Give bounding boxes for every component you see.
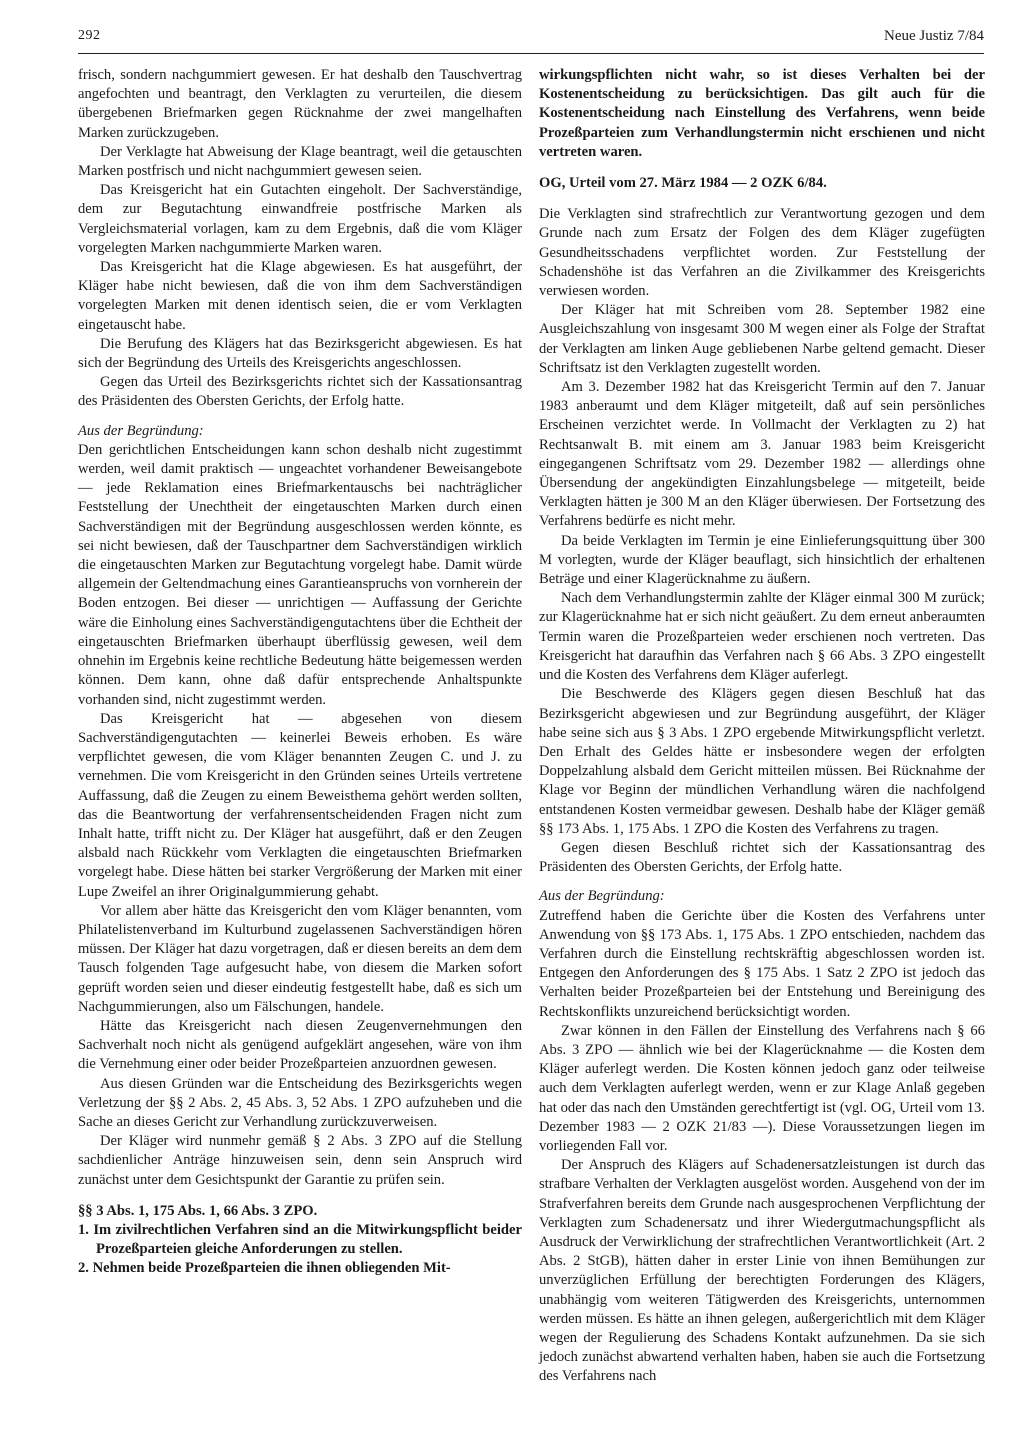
paragraph: Vor allem aber hätte das Kreisgericht den vom Kläger benannten, vom Philatelistenverband im Kulturbund zugelassenen Sachverständigen hören müssen. Der Kläger hat dazu vorgetragen, daß er diesen bereits an dem dem Tausch folgenden Tage aufgesucht habe, von diesem die Marken sofort geprüft worden seien und dieser eindeutig festgestellt habe, daß es sich um Nachgummierungen, also um Fälschungen, handele. [78,902,522,1015]
paragraph: Am 3. Dezember 1982 hat das Kreisgericht Termin auf den 7. Januar 1983 anberaumt und dem Kläger mitgeteilt, daß auf sein persönliches Erscheinen verzichtet werde. In Vollmacht der Verklagten zu 2) hat Rechtsanwalt B. mit einem am 3. Januar 1983 beim Kreisgericht eingegangenen Schriftsatz vom 29. Dezember 1982 — allerdings ohne Übersendung der angekündigten Einzahlungsbelege — mitgeteilt, beide Verklagten hätten je 300 M an den Kläger überwiesen. Der Fortsetzung des Verfahrens bedürfe es nicht mehr. [539,379,985,530]
court-citation: OG, Urteil vom 27. März 1984 — 2 OZK 6/84. [539,175,827,192]
paragraph: Hätte das Kreisgericht nach diesen Zeugenvernehmungen den Sachverhalt noch nicht als genügend aufgeklärt angesehen, wäre von ihm die Vernehmung einer oder beider Prozeßparteien anzuordnen gewesen. [78,1017,522,1073]
headnote-2-continued: wirkungspflichten nicht wahr, so ist dieses Verhalten bei der Kostenentscheidung zu berücksichtigen. Das gilt auch für die Kostenentscheidung nach Einstellung des Verfahrens, wenn beide Prozeßparteien zum Verhandlungstermin nicht erschienen und nicht vertreten waren. [539,67,985,160]
right-column [539,66,985,1387]
paragraph: Die Verklagten sind strafrechtlich zur Verantwortung gezogen und dem Grunde nach zum Ersatz der Folgen des dem Kläger zugefügten Gesundheitsschadens verpflichtet worden. Zur Feststellung der Schadenshöhe ist das Verfahren an die Zivilkammer des Kreisgerichts verwiesen worden. [539,206,985,300]
section-heading: Aus der Begründung: [539,888,665,905]
legal-norm: §§ 3 Abs. 1, 175 Abs. 1, 66 Abs. 3 ZPO. [78,1202,318,1219]
page-number: 292 [78,28,101,43]
paragraph: Der Anspruch des Klägers auf Schadenersatzleistungen ist durch das strafbare Verhalten der Verklagten ausgelöst worden. Ausgehend von der im Strafverfahren bereits dem Grunde nach ausgesprochenen Verpflichtung der Verklagten zum Schadenersatz und ihrer Wiedergutmachungspflicht als Ausdruck der Verwirklichung der strafrechtlichen Verantwortlichkeit (Art. 2 Abs. 2 StGB), hätten daher in erster Linie von ihnen Bemühungen zur unverzüglichen Erfüllung der berechtigten Forderungen des Klägers, unabhängig vom weiteren Tätigwerden des Kreisgerichts, unternommen werden müssen. Es hätte an ihnen gelegen, außergerichtlich mit dem Kläger wegen der Regulierung des Schadens Kontakt aufzunehmen. Da sie sich jedoch zunächst abwartend verhalten haben, haben sie auch die Fortsetzung des Verfahrens nach [539,1157,985,1385]
paragraph: Aus diesen Gründen war die Entscheidung des Bezirksgerichts wegen Verletzung der §§ 2 Abs. 2, 45 Abs. 3, 52 Abs. 1 ZPO aufzuheben und die Sache an dieses Gericht zur Verhandlung zurückzuverweisen. [78,1075,522,1130]
paragraph: Das Kreisgericht hat die Klage abgewiesen. Es hat ausgeführt, der Kläger habe nicht bewiesen, daß die von ihm dem Sachverständigen vorgelegten Marken mit denen identisch seien, die er vom Verklagten eingetauscht habe. [78,259,522,333]
paragraph: Der Kläger hat mit Schreiben vom 28. September 1982 eine Ausgleichszahlung von insgesamt 300 M wegen einer als Folge der Straftat der Verklagten am linken Auge gebliebenen Narbe geltend gemacht. Dieser Schriftsatz ist den Verklagten zugestellt worden. [539,302,985,376]
paragraph: Die Beschwerde des Klägers gegen diesen Beschluß hat das Bezirksgericht abgewiesen und zur Begründung ausgeführt, der Kläger habe seine sich aus § 3 Abs. 1 ZPO ergebende Mitwirkungspflicht verletzt. Den Erhalt des Geldes hätte er insbesondere wegen der erfolgten Doppelzahlung alsbald dem Gericht mitteilen müssen. Bei Rücknahme der Klage vor Beginn der mündlichen Verhandlung wären die nachfolgend entstandenen Kosten vermeidbar gewesen. Deshalb habe der Kläger gemäß §§ 173 Abs. 1, 175 Abs. 1 ZPO die Kosten des Verfahrens zu tragen. [539,686,985,837]
left-column [78,66,522,1279]
headnote-1: 1. Im zivilrechtlichen Verfahren sind an die Mitwirkungspflicht beider Prozeßparteien gleiche Anforderungen zu stellen. [78,1221,522,1258]
paragraph: Nach dem Verhandlungstermin zahlte der Kläger einmal 300 M zurück; zur Klagerücknahme hat er sich nicht geäußert. Zu dem erneut anberaumten Termin waren die Prozeßparteien weder erschienen noch vertreten. Das Kreisgericht hat daraufhin das Verfahren nach § 66 Abs. 3 ZPO eingestellt und die Kosten des Verfahrens dem Kläger auferlegt. [539,590,985,684]
paragraph: Gegen das Urteil des Bezirksgerichts richtet sich der Kassationsantrag des Präsidenten des Obersten Gerichts, der Erfolg hatte. [78,374,522,410]
journal-issue: Neue Justiz 7/84 [884,28,984,44]
paragraph: Zwar können in den Fällen der Einstellung des Verfahrens nach § 66 Abs. 3 ZPO — ähnlich wie bei der Klagerücknahme — die Kosten dem Kläger auferlegt werden. Die Kosten können jedoch ganz oder teilweise auch dem Verklagten auferlegt werden, wenn er zur Klage Anlaß gegeben hat oder das nach den Umständen gerechtfertigt ist (vgl. OG, Urteil vom 13. Dezember 1983 — 2 OZK 21/83 —). Diese Voraussetzungen liegen im vorliegenden Fall vor. [539,1022,985,1154]
header-rule [78,53,984,54]
section-heading: Aus der Begründung: [78,422,204,439]
paragraph: frisch, sondern nachgummiert gewesen. Er hat deshalb den Tauschvertrag angefochten und beantragt, den Verklagten zu verurteilen, die diesem übergebenen Briefmarken gegen Rücknahme der zwei mangelhaften Marken zurückzugeben. [78,67,522,141]
paragraph: Die Berufung des Klägers hat das Bezirksgericht abgewiesen. Es hat sich der Begründung des Urteils des Kreisgerichts angeschlossen. [78,335,522,372]
paragraph: Den gerichtlichen Entscheidungen kann schon deshalb nicht zugestimmt werden, weil damit praktisch — ungeachtet vorhandener Beweisangebote — jede Reklamation eines Briefmarkentauschs bei nachträglicher Feststellung der Unechtheit der eingetauschten Marken durch einen Sachverständigen mit der Begründung ausgeschlossen werden könnte, es sei nicht bewiesen, daß der Tauschpartner dem Sachverständigen wirklich die eingetauschten Marken zur Begutachtung vorgelegt habe. Damit würde allgemein der Geltendmachung eines Garantieanspruchs von vornherein der Boden entzogen. Bei dieser — unrichtigen — Auffassung der Gerichte wäre die Einholung eines Sachverständigengutachtens über die Echtheit der eingetauschten Briefmarken überhaupt überflüssig gewesen, weil dem ohnehin im Ergebnis keine rechtliche Bedeutung hätte beigemessen werden können. Dem kann, ohne daß dafür entsprechende Anhaltspunkte vorhanden sind, nicht zugestimmt werden. [78,441,522,708]
page-header [78,28,984,54]
paragraph: Zutreffend haben die Gerichte über die Kosten des Verfahrens unter Anwendung von §§ 173 Abs. 1, 175 Abs. 1 ZPO entschieden, nachdem das Verfahren durch die Einstellung rechtskräftig abgeschlossen worden ist. Entgegen den Anforderungen des § 175 Abs. 1 Satz 2 ZPO ist jedoch das Verhalten beider Prozeßparteien bei der Entstehung und Bereinigung des Rechtskonflikts unzureichend berücksichtigt worden. [539,907,985,1020]
headnote-2-start: 2. Nehmen beide Prozeßparteien die ihnen obliegenden Mit- [78,1260,451,1277]
paragraph: Gegen diesen Beschluß richtet sich der Kassationsantrag des Präsidenten des Obersten Gerichts, der Erfolg hatte. [539,839,985,876]
paragraph: Das Kreisgericht hat ein Gutachten eingeholt. Der Sachverständige, dem zur Begutachtung einwandfreie postfrische Marken als Vergleichsmaterial vorlagen, kam zu dem Ergebnis, daß die vom Kläger vorgelegten Marken nachgummierte Marken waren. [78,182,522,256]
paragraph: Das Kreisgericht hat — abgesehen von diesem Sachverständigengutachten — keinerlei Beweis erhoben. Es wäre verpflichtet gewesen, die vom Kläger benannten Zeugen C. und J. zu vernehmen. Die vom Kreisgericht in den Gründen seines Urteils vertretene Auffassung, daß die Zeugen zu einem Beweisthema gehört werden sollten, das die Beantwortung der verfahrensentscheidenden Fragen nicht zum Inhalt hatte, trifft nicht zu. Der Kläger hat ausgeführt, daß er den Zeugen alsbald nach Rückkehr vom Verklagten die eingetauschten Briefmarken vorgelegt habe. Diese hätten bei starker Vergrößerung der Marken mit einer Lupe Zweifel an ihrer Originalgummierung gehabt. [78,710,522,900]
paragraph: Der Kläger wird nunmehr gemäß § 2 Abs. 3 ZPO auf die Stellung sachdienlicher Anträge hinzuweisen sein, denn sein Anspruch wird zunächst unter dem Gesichtspunkt der Garantie zu prüfen sein. [78,1133,522,1188]
paragraph: Der Verklagte hat Abweisung der Klage beantragt, weil die getauschten Marken postfrisch und nicht nachgummiert gewesen seien. [78,143,522,180]
paragraph: Da beide Verklagten im Termin je eine Einlieferungsquittung über 300 M vorlegten, wurde der Kläger beauflagt, sich hinsichtlich der erhaltenen Beträge und einer Klagerücknahme zu äußern. [539,532,985,588]
